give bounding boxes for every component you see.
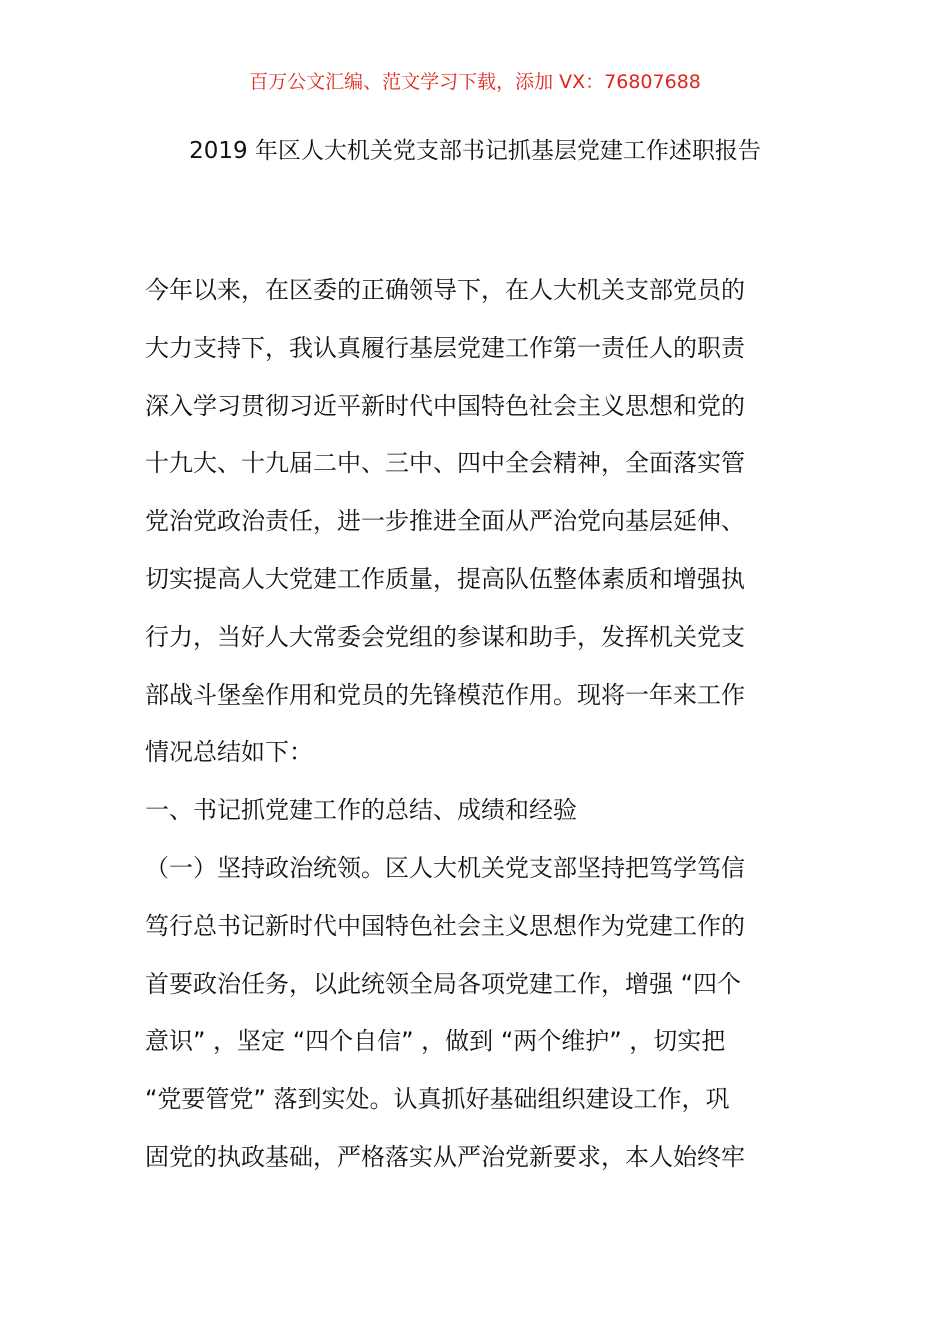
body-line: 首要政治任务，以此统领全局各项党建工作，增强 “四个 — [145, 969, 742, 998]
body-line: 情况总结如下： — [145, 738, 313, 767]
body-line: 笃行总书记新时代中国特色社会主义思想作为党建工作的 — [145, 911, 745, 940]
document-body — [145, 262, 825, 1187]
header-note: 百万公文汇编、范文学习下载，添加 VX：76807688 — [249, 71, 701, 93]
body-line: 意识” ，坚定 “四个自信” ，做到 “两个维护” ，切实把 — [145, 1027, 726, 1056]
body-line: 党治党政治责任，进一步推进全面从严治党向基层延伸、 — [145, 507, 745, 536]
body-line: 固党的执政基础，严格落实从严治党新要求，本人始终牢 — [145, 1142, 745, 1171]
body-line: 深入学习贯彻习近平新时代中国特色社会主义思想和党的 — [145, 391, 745, 420]
body-line: 切实提高人大党建工作质量，提高队伍整体素质和增强执 — [145, 564, 745, 593]
section-heading: 一、书记抓党建工作的总结、成绩和经验 — [145, 796, 577, 825]
body-line: 十九大、十九届二中、三中、四中全会精神，全面落实管 — [145, 449, 745, 478]
document-title: 2019 年区人大机关党支部书记抓基层党建工作述职报告 — [189, 138, 761, 164]
body-line: “党要管党” 落到实处。认真抓好基础组织建设工作，巩 — [145, 1085, 730, 1114]
body-line: 部战斗堡垒作用和党员的先锋模范作用。现将一年来工作 — [145, 680, 745, 709]
body-line: 大力支持下，我认真履行基层党建工作第一责任人的职责 — [145, 333, 745, 362]
body-line: 行力，当好人大常委会党组的参谋和助手，发挥机关党支 — [145, 622, 745, 651]
body-line: 今年以来，在区委的正确领导下，在人大机关支部党员的 — [145, 276, 745, 304]
body-line: （一）坚持政治统领。区人大机关党支部坚持把笃学笃信 — [145, 853, 745, 882]
